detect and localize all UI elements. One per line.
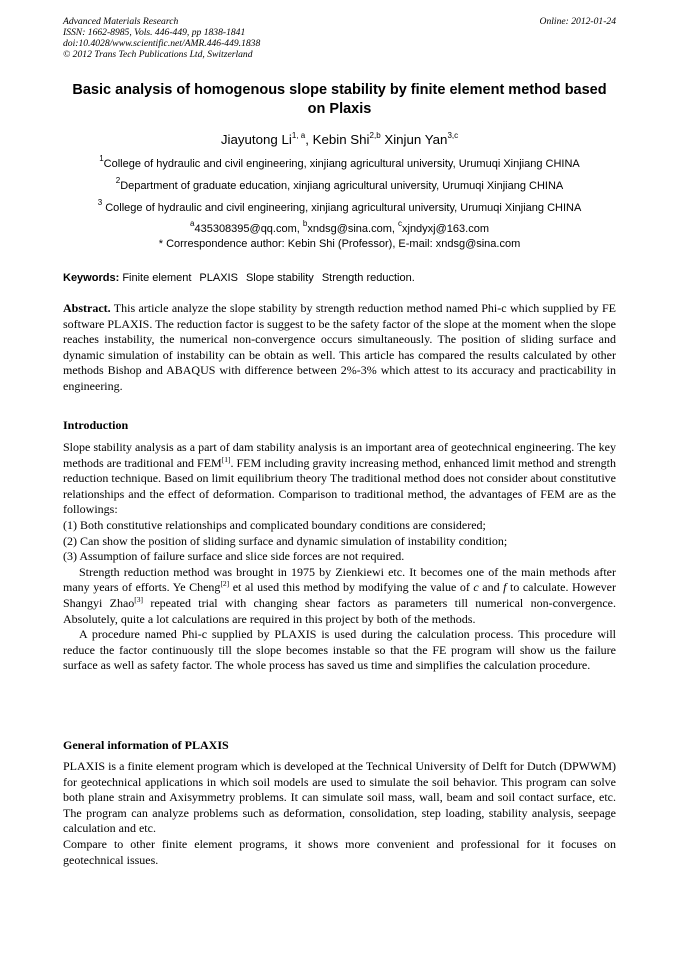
author-name: Xinjun Yan <box>380 132 448 147</box>
affiliation-3 <box>63 198 616 215</box>
author-name: Jiayutong Li <box>220 132 292 147</box>
paragraph: Strength reduction method was brought in 1975 by Zienkiewi etc. It becomes one of the main methods after many years of efforts. Ye Cheng[2] et al used this method by modifying the value of c and f to calculate. However Shangyi Zhao[3] repeated trial with changing shear factors as parameters till numerical non-convergence. Absolutely, quite a lot calculations are required in this project by both of the methods. <box>63 564 617 626</box>
section-heading-plaxis: General information of PLAXIS <box>63 738 229 752</box>
journal-issn: ISSN: 1662-8985, Vols. 446-449, pp 1838-1841 <box>63 27 246 38</box>
author-affiliation-marker: 3,c <box>447 131 459 140</box>
keywords-label: Keywords: <box>63 272 120 284</box>
email-address[interactable]: xjndyxj@163.com <box>402 223 489 235</box>
abstract <box>63 301 616 395</box>
email-marker: a <box>190 219 195 228</box>
author-affiliation-marker: 1, a <box>291 131 306 140</box>
author-affiliation-marker: 2,b <box>369 131 381 140</box>
affiliation-number: 1 <box>99 154 104 163</box>
journal-name: Advanced Materials Research <box>63 16 179 27</box>
author-name: Kebin Shi <box>312 132 370 147</box>
author-separator: , <box>305 132 313 147</box>
email-line <box>63 219 616 236</box>
author-line <box>63 131 616 149</box>
affiliation-text: College of hydraulic and civil engineering, xinjiang agricultural university, Urumuqi Xinjiang CHINA <box>103 158 580 170</box>
keyword-item: Slope stability <box>245 272 314 284</box>
journal-header <box>63 16 616 60</box>
email-address[interactable]: 435308395@qq.com, <box>194 223 303 235</box>
affiliation-text: Department of graduate education, xinjiang agricultural university, Urumuqi Xinjiang CHINA <box>120 180 564 192</box>
affiliation-2 <box>63 176 616 193</box>
email-address[interactable]: xndsg@sina.com, <box>307 223 398 235</box>
section-heading-introduction: Introduction <box>63 418 129 432</box>
email-marker: b <box>302 219 308 228</box>
keyword-item: Strength reduction. <box>321 272 415 284</box>
list-item: (3) Assumption of failure surface and slice side forces are not required. <box>63 549 405 564</box>
journal-doi: doi:10.4028/www.scientific.net/AMR.446-449.1838 <box>63 38 261 49</box>
paragraph: A procedure named Phi-c supplied by PLAXIS is used during the calculation process. This procedure will reduce the factor continuously till the slope becomes instable so that the FE program will show us the failure surface as well as safety factor. The whole process has saved us time and simplifies the calculation procedure. <box>63 627 616 673</box>
abstract-label: Abstract. <box>63 301 111 315</box>
affiliation-number: 2 <box>115 176 121 185</box>
keyword-item: PLAXIS <box>199 272 238 284</box>
journal-copyright: © 2012 Trans Tech Publications Ltd, Switzerland <box>63 49 253 60</box>
paragraph: Compare to other finite element programs, it shows more convenient and professional for it focuses on geotechnical issues. <box>63 836 616 867</box>
paragraph: PLAXIS is a finite element program which is developed at the Technical University of Delft for Dutch (DPWWM) for geotechnical applications in which soil models are used to simulate the soil behavior. This program can solve both plane strain and Axisymmetry problems. It can simulate soil mass, wall, beam and soil contact surface, etc. The program can analyze problems such as deformation, consolidation, step loading, stability analysis, seepage calculation and etc. <box>63 759 616 836</box>
citation[interactable]: [3] <box>134 594 144 604</box>
online-date: Online: 2012-01-24 <box>539 16 616 27</box>
introduction-body <box>63 440 616 674</box>
list-item: (1) Both constitutive relationships and complicated boundary conditions are considered; <box>63 517 486 532</box>
paper-title: Basic analysis of homogenous slope stability by finite element method based on Plaxis <box>72 82 607 117</box>
keyword-item: Finite element <box>122 272 192 284</box>
affiliation-number: 3 <box>97 198 103 207</box>
paragraph: Slope stability analysis as a part of dam stability analysis is an important area of geotechnical engineering. The key methods are traditional and FEM[1]. FEM including gravity increasing method, enhanced limit method and strength reduction technique. Based on limit equilibrium theory The traditional method does not consider about constitutive relationships and the effect of deformation. Comparison to traditional method, the advantages of FEM are as the followings: <box>63 440 616 517</box>
citation[interactable]: [1] <box>221 454 231 464</box>
affiliation-text: College of hydraulic and civil engineering, xinjiang agricultural university, Urumuqi Xinjiang CHINA <box>102 202 582 214</box>
email-marker: c <box>398 219 402 228</box>
correspondence-line: * Correspondence author: Kebin Shi (Professor), E-mail: xndsg@sina.com <box>158 238 521 250</box>
citation[interactable]: [2] <box>220 579 230 589</box>
list-item: (2) Can show the position of sliding surface and dynamic simulation of instability condition; <box>63 533 508 548</box>
abstract-text: This article analyze the slope stability by strength reduction method named Phi-c which supplied by FE software PLAXIS. The reduction factor is suggest to be the safety factor of the slope at the moment when the slope reaches instability, the numerical non-convergence occurs simultaneously. The position of sliding surface and dynamic simulation of instability can be obtain as well. This article has compared the results calculated by other methods Bishop and ABAQUS with difference between 2%-3% which attest to its accuracy and practicability in engineering. <box>63 301 616 393</box>
keywords <box>63 271 616 285</box>
plaxis-body <box>63 759 616 868</box>
affiliation-1 <box>63 154 616 171</box>
